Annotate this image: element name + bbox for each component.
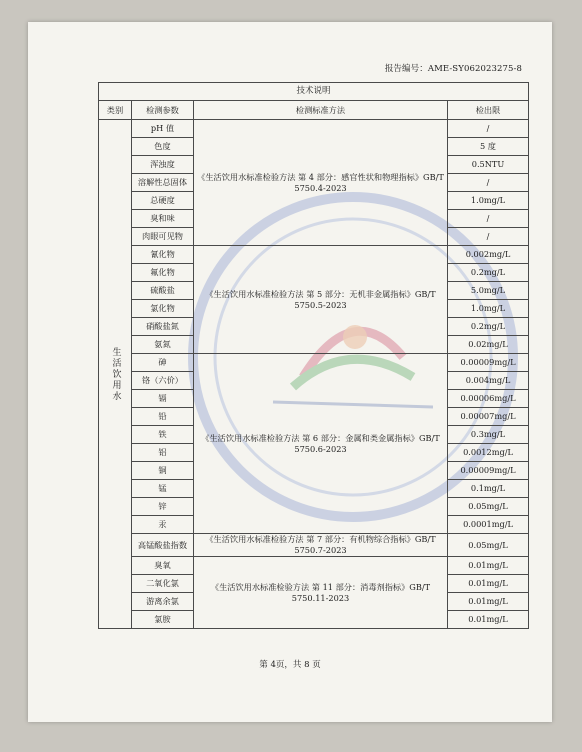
- detection-limit-cell: 0.01mg/L: [448, 611, 529, 629]
- detection-limit-cell: 0.05mg/L: [448, 534, 529, 557]
- parameter-cell: 砷: [132, 354, 194, 372]
- method-cell: 《生活饮用水标准检验方法 第 5 部分：无机非金属指标》GB/T 5750.5-2023: [194, 246, 448, 354]
- parameter-cell: 臭和味: [132, 210, 194, 228]
- parameter-cell: 硫酸盐: [132, 282, 194, 300]
- report-number: 报告编号：AME-SY062023275-8: [384, 64, 522, 74]
- detection-limit-cell: 1.0mg/L: [448, 192, 529, 210]
- method-cell: 《生活饮用水标准检验方法 第 11 部分：消毒剂指标》GB/T 5750.11-2023: [194, 557, 448, 629]
- technical-spec-table: [98, 82, 529, 629]
- detection-limit-cell: /: [448, 120, 529, 138]
- parameter-cell: 镉: [132, 390, 194, 408]
- detection-limit-cell: 0.05mg/L: [448, 498, 529, 516]
- method-cell: 《生活饮用水标准检验方法 第 6 部分：金属和类金属指标》GB/T 5750.6-2023: [194, 354, 448, 534]
- header-category: 类别: [99, 101, 132, 120]
- table-row: [99, 246, 529, 264]
- page-footer: 第 4页，共 8 页: [259, 660, 321, 670]
- detection-limit-cell: 0.1mg/L: [448, 480, 529, 498]
- table-row: [99, 120, 529, 138]
- parameter-cell: 色度: [132, 138, 194, 156]
- detection-limit-cell: 0.5NTU: [448, 156, 529, 174]
- detection-limit-cell: 0.2mg/L: [448, 264, 529, 282]
- detection-limit-cell: /: [448, 210, 529, 228]
- parameter-cell: 游离余氯: [132, 593, 194, 611]
- detection-limit-cell: 0.01mg/L: [448, 557, 529, 575]
- parameter-cell: 臭氧: [132, 557, 194, 575]
- parameter-cell: 锌: [132, 498, 194, 516]
- header-detection-limit: 检出限: [448, 101, 529, 120]
- method-cell: 《生活饮用水标准检验方法 第 4 部分：感官性状和物理指标》GB/T 5750.4-2023: [194, 120, 448, 246]
- detection-limit-cell: 1.0mg/L: [448, 300, 529, 318]
- parameter-cell: 硝酸盐氮: [132, 318, 194, 336]
- detection-limit-cell: 5 度: [448, 138, 529, 156]
- detection-limit-cell: 0.0001mg/L: [448, 516, 529, 534]
- parameter-cell: 铝: [132, 444, 194, 462]
- table-row: [99, 557, 529, 575]
- detection-limit-cell: /: [448, 174, 529, 192]
- detection-limit-cell: 0.00007mg/L: [448, 408, 529, 426]
- parameter-cell: 锰: [132, 480, 194, 498]
- detection-limit-cell: 0.2mg/L: [448, 318, 529, 336]
- parameter-cell: 高锰酸盐指数: [132, 534, 194, 557]
- parameter-cell: 氯化物: [132, 300, 194, 318]
- parameter-cell: 浑浊度: [132, 156, 194, 174]
- detection-limit-cell: 0.01mg/L: [448, 593, 529, 611]
- detection-limit-cell: /: [448, 228, 529, 246]
- parameter-cell: 铁: [132, 426, 194, 444]
- detection-limit-cell: 0.004mg/L: [448, 372, 529, 390]
- detection-limit-cell: 0.02mg/L: [448, 336, 529, 354]
- detection-limit-cell: 0.01mg/L: [448, 575, 529, 593]
- detection-limit-cell: 0.00009mg/L: [448, 354, 529, 372]
- table-row: [99, 534, 529, 557]
- parameter-cell: 氰化物: [132, 246, 194, 264]
- parameter-cell: 氯胺: [132, 611, 194, 629]
- category-cell: 生活饮用水: [99, 120, 132, 629]
- detection-limit-cell: 0.00009mg/L: [448, 462, 529, 480]
- detection-limit-cell: 0.002mg/L: [448, 246, 529, 264]
- detection-limit-cell: 0.00006mg/L: [448, 390, 529, 408]
- parameter-cell: 铜: [132, 462, 194, 480]
- report-page: [28, 22, 552, 722]
- parameter-cell: 溶解性总固体: [132, 174, 194, 192]
- parameter-cell: 二氧化氯: [132, 575, 194, 593]
- detection-limit-cell: 5.0mg/L: [448, 282, 529, 300]
- parameter-cell: 铅: [132, 408, 194, 426]
- table-title: 技术说明: [99, 83, 529, 101]
- header-method: 检测标准方法: [194, 101, 448, 120]
- detection-limit-cell: 0.0012mg/L: [448, 444, 529, 462]
- method-cell: 《生活饮用水标准检验方法 第 7 部分：有机物综合指标》GB/T 5750.7-2023: [194, 534, 448, 557]
- parameter-cell: 铬（六价）: [132, 372, 194, 390]
- table-row: [99, 354, 529, 372]
- parameter-cell: 汞: [132, 516, 194, 534]
- parameter-cell: pH 值: [132, 120, 194, 138]
- parameter-cell: 肉眼可见物: [132, 228, 194, 246]
- parameter-cell: 氟化物: [132, 264, 194, 282]
- parameter-cell: 氨氮: [132, 336, 194, 354]
- header-parameter: 检测参数: [132, 101, 194, 120]
- parameter-cell: 总硬度: [132, 192, 194, 210]
- detection-limit-cell: 0.3mg/L: [448, 426, 529, 444]
